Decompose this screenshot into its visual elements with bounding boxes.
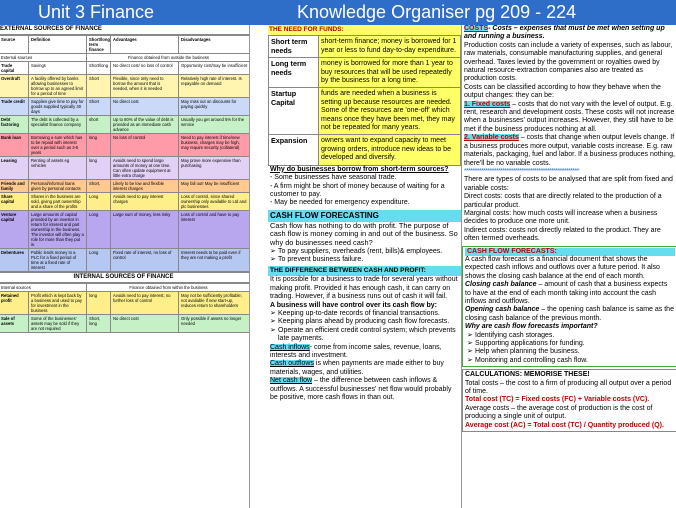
source-advantages: Fixed rate of interest, no loss of control [111,249,179,272]
control-bullet: ➢ Keeping up-to-date records of financial transactions. [268,310,461,318]
cff-bullet: ➢ Help when planning the business. [465,348,675,356]
forecasting-intro: Cash flow has nothing to do with profit. The purpose of cash flow is money coming in and out of the business. So why do businesses need cash? [270,220,458,247]
cff-why: Why are cash flow forecasts important? [465,323,598,331]
closing-term: Closing cash balance [465,281,537,289]
classified-text: Costs can be classified according to how they behave when the output changes: they can be: [464,83,661,100]
variable-costs [462,134,676,168]
source-definition: Shares in the business are sold, giving part ownership and a share of the profits [29,193,87,211]
source-definition: Public lends money to a PLC for a fixed period of time at a fixed rate of interest [29,249,87,272]
cff-heading: CASH FLOW FORECASTS: [465,248,675,256]
finance-source-row [0,180,250,193]
avg-formula: Average cost (AC) = Total cost (TC) / Quantity produced (Q). [465,421,664,429]
source-name: Sale of assets [0,315,29,333]
internal-heading: INTERNAL SOURCES OF FINANCE [0,272,249,283]
source-disadvantages: Opportunity cost/may be insufficient [179,62,251,75]
internal-sources-table [0,283,250,333]
production-text: Production costs can include a variety of expenses, such as labour, raw materials, consumable manufacturing supplies, and general overhead. Taxes levied by the government or royalties owed by natural resource-extraction companies also are treated as production costs. [464,41,673,83]
net-para [268,377,461,402]
source-name: Venture capital [0,211,29,249]
source-advantages: No direct cost/ no loss of control [111,62,179,75]
source-term: Short [87,98,111,116]
closing-para [465,281,675,306]
finance-source-row [0,134,250,157]
unit-title: Unit 3 Finance [38,2,155,22]
difference-text: It is possible for a business to trade for several years without making profit. Provided it has enough cash, it can carry on trading. However, if a business runs out of cash it will fail. [270,276,458,301]
net-text: – the difference between cash inflows & outflows. A successful businesses' net flow would probably be positive, more cash flows in than out. [270,377,452,401]
source-disadvantages: Only possible if assets no longer needed [179,315,250,333]
col-source: Source [0,36,29,54]
outflows-term: Cash outflows [270,360,314,368]
forecasting-bullet: ➢ To prevent business failure. [268,256,461,264]
source-definition: Savings [29,62,87,75]
source-term: long [87,157,111,180]
source-name: Leasing [0,157,29,180]
finance-source-row [0,62,250,75]
cff-bullet: ➢ Monitoring and controlling cash flow. [465,357,675,365]
outflows-para [268,360,461,377]
col-term: Short/long term finance [87,36,111,54]
need-text: money is borrowed for more than 1 year to buy resources that will be used repeatedly by the business for a long time. [319,58,461,88]
cff-bullet: ➢ Supporting applications for funding. [465,340,675,348]
finance-sources-column [0,25,250,508]
finance-source-row [0,193,250,211]
source-disadvantages: Usually you get around 5% for the service [179,116,251,134]
source-term: long [87,134,111,157]
col-definition: Definition [29,36,87,54]
control-heading: A business will have control over its cash flow by: [270,301,438,309]
external-heading: EXTERNAL SOURCES OF FINANCE [0,25,249,35]
source-disadvantages: Loss of control and have to pay interest [179,211,251,249]
opening-term: Opening cash balance [465,306,540,314]
cash-flow-forecasts-box [462,246,676,368]
source-advantages: Likely to be low and flexible interest charges [111,180,179,193]
source-advantages: Avoids need to spend large amounts of money at one time. Can often update equipment at little extra charge [111,157,179,180]
external-rows [0,62,250,272]
source-name: Retained profit [0,292,29,315]
source-term: Short [87,75,111,98]
source-term: Long [87,211,111,249]
need-text: owners want to expand capacity to meet growing orders, introduce new ideas to be developed and diversify. [319,135,461,165]
fixed-text: – costs that do not vary with the level of output. E.g. rent, research and development costs. These costs will not increase when a businesses' output increases. However, they still have to be met if the business produces nothing at all. [464,100,675,133]
source-name: Debentures [0,249,29,272]
star-divider: ****************************************************** [464,167,579,175]
need-heading: THE NEED FOR FUNDS: [268,25,461,35]
funds-cashflow-column [268,25,461,508]
costs-def [462,25,676,42]
source-advantages: Avoids need to pay interest; no further loss of control [111,292,179,315]
internal-band-text: Finance obtained from within the business [87,284,250,292]
organiser-title: Knowledge Organiser pg 209 - 224 [297,2,577,22]
calc-heading: CALCULATIONS: MEMORISE THESE! [465,371,590,379]
costs-term: COSTS [464,25,489,32]
source-disadvantages: Loss of control, since shared ownership only available to Ltd and plc businesses [179,193,251,211]
source-name: Trade capital [0,62,29,75]
finance-source-row [0,116,250,134]
variable-term: 2. Variable costs [464,134,519,142]
source-term: Long [87,193,111,211]
col-advantages: Advantages [111,36,179,54]
source-definition: Large amounts of capital provided by an investor in return for interest and part ownership in the business. The investor will often play a role for more than they put in. [29,211,87,249]
source-term: Long [87,249,111,272]
fixed-costs [462,101,676,135]
total-def: Total costs – the cost to a firm of producing all output over a period of time. [465,379,672,396]
fixed-term: 1. Fixed costs [464,100,511,108]
source-definition: Borrowing a sum which has to be repaid with interest over a period such as 3-5 years [29,134,87,157]
finance-source-row [0,98,250,116]
source-definition: The debt is collected by a specialist finance company [29,116,87,134]
finance-source-row [0,211,250,249]
variable-text: – costs that change when output levels change. If a business produces more output, variable costs increase. E.g. raw materials, packaging, fuel and labor. If a business produces nothing, there'll be no variable costs. [464,134,675,167]
control-bullet: ➢ Keeping plans ahead by producing cash flow forecasts. [268,318,461,326]
difference-heading: THE DIFFERENCE BETWEEN CASH AND PROFIT: [268,266,461,276]
source-advantages: No direct cost [111,315,179,333]
source-name: Share capital [0,193,29,211]
total-formula: Total cost (TC) = Fixed costs (FC) + Variable costs (VC). [465,396,650,404]
source-name: Overdraft [0,75,29,98]
external-sources-table [0,35,250,272]
band-text: Finance obtained from outside the business [87,54,251,62]
source-disadvantages: Interest needs to be paid even if they are not making a profit [179,249,251,272]
cff-bullet: ➢ Identifying cash storages. [465,332,675,340]
source-name: Debt factoring [0,116,29,134]
finance-source-row [0,75,250,98]
inflows-para [268,344,461,361]
forecasting-heading: CASH FLOW FORECASTING [268,210,461,222]
need-term: Short term needs [269,36,319,58]
calculations-box [462,369,676,432]
source-name: Bank loan [0,134,29,157]
control-bullet: ➢ Operate an efficient credit control system; which prevents late payments. [268,327,461,344]
internal-rows [0,292,250,333]
opening-text: – the opening cash balance is same as the closing cash balance of the previous month. [465,306,674,322]
band-left: External sources [0,54,87,62]
source-advantages: Large sum of money, less risky [111,211,179,249]
source-term: Short/long [87,62,111,75]
source-definition: Supplies give time to pay for goods supplied typically 30 days [29,98,87,116]
borrow-line: - Some businesses have seasonal trade. [270,174,397,182]
need-term: Expansion [269,135,319,165]
internal-band-left: Internal sources [0,284,87,292]
need-row [269,88,461,135]
finance-source-row [0,292,250,315]
source-advantages: Flexible, since only need to borrow the amount that is needed, when it is needed [111,75,179,98]
finance-source-row [0,249,250,272]
need-row [269,58,461,88]
borrow-line: - A firm might be short of money because of waiting for a customer to pay. [270,182,445,198]
borrow-line: - May be needed for emergency expenditure. [270,199,410,207]
need-row [269,135,461,165]
source-disadvantages: May fall out! May be insufficient [179,180,251,193]
need-text: short-term finance; money is borrowed for 1 year or less to fund day-to-day expenditure. [319,36,461,58]
source-term: long [87,292,111,315]
source-definition: Renting of assets eg vehicles [29,157,87,180]
cff-text1: A cash flow forecast is a financial document that shows the expected cash inflows and outflows over a future period. It also shows the closing cash balance at the end of each month. [465,255,660,280]
source-term: Short, [87,180,111,193]
need-table [268,35,461,165]
col-disadvantages: Disadvantages [179,36,251,54]
net-term: Net cash flow [270,377,313,385]
avg-def: Average costs – the average cost of production is the cost of producing a single unit of output. [465,404,653,421]
source-advantages: Avoids need to pay interest charges [111,193,179,211]
source-advantages: No direct cost [111,98,179,116]
need-term: Startup Capital [269,88,319,135]
source-definition: A facility offered by banks allowing businesses to borrow up to an agreed limit for a period of time [29,75,87,98]
need-row [269,36,461,58]
indirect-costs: Indirect costs: costs not directly related to the product. They are often termed overheads. [464,226,661,243]
marginal-costs: Marginal costs: how much costs will increase when a business decides to produce one more unit. [464,209,658,226]
inflows-text: - come from income sales, revenue, loans, interests and investment. [270,343,442,359]
source-disadvantages: Need to pay interest if time/new business, charges may be high, may require security (collateral) [179,134,251,157]
source-disadvantages: May not be sufficiently profitable; not available if new start-up, reduces return to shareholders [179,292,250,315]
source-definition: Profit which is kept back by a business and used to pay for investment in the business [29,292,87,315]
closing-text: – amount of cash that a business expects to have at the end of each month taking into account the cash inflows and outflows. [465,281,668,305]
two-types: There are types of costs to be analysed that are split from fixed and variable costs: [464,176,673,192]
source-term: Short, long [87,315,111,333]
source-disadvantages: May miss out on discounts for paying quickly [179,98,251,116]
borrow-heading: Why do businesses borrow from short-term sources? [270,165,449,173]
finance-source-row [0,157,250,180]
finance-source-row [0,315,250,333]
opening-para [465,306,675,323]
source-name: Trade credit [0,98,29,116]
inflows-term: Cash inflows [270,343,310,351]
costs-column [461,25,676,508]
source-disadvantages: May prove more expensive than purchasing [179,157,251,180]
page-header [0,0,676,25]
need-text: funds are needed when a business is setting up because resources are needed. Some of the resources are 'one-off' which means once they have been met, they may not be repeated for many years. [319,88,461,135]
outflows-text: is when payments are made either to buy materials, wages, and utilities. [270,360,444,376]
source-disadvantages: Relatively high rate of interest. Is repayable on demand [179,75,251,98]
direct-costs: Direct costs: costs that are directly related to the production of a particular product. [464,193,662,209]
forecasting-bullet: ➢ To pay suppliers, overheads (rent, bills)& employees. [268,248,461,256]
source-name: Friends and family [0,180,29,193]
source-advantages: Up to 80% of the value of debt is provided as an immediate cash advance [111,116,179,134]
costs-def-text: - Costs – expenses that must be met when setting up and running a business. [464,25,665,41]
source-advantages: No loss of control [111,134,179,157]
source-definition: Some of the businesses' assets may be sold if they are not required [29,315,87,333]
source-definition: Personal/informal loans given by personal contacts [29,180,87,193]
source-term: short [87,116,111,134]
need-term: Long term needs [269,58,319,88]
